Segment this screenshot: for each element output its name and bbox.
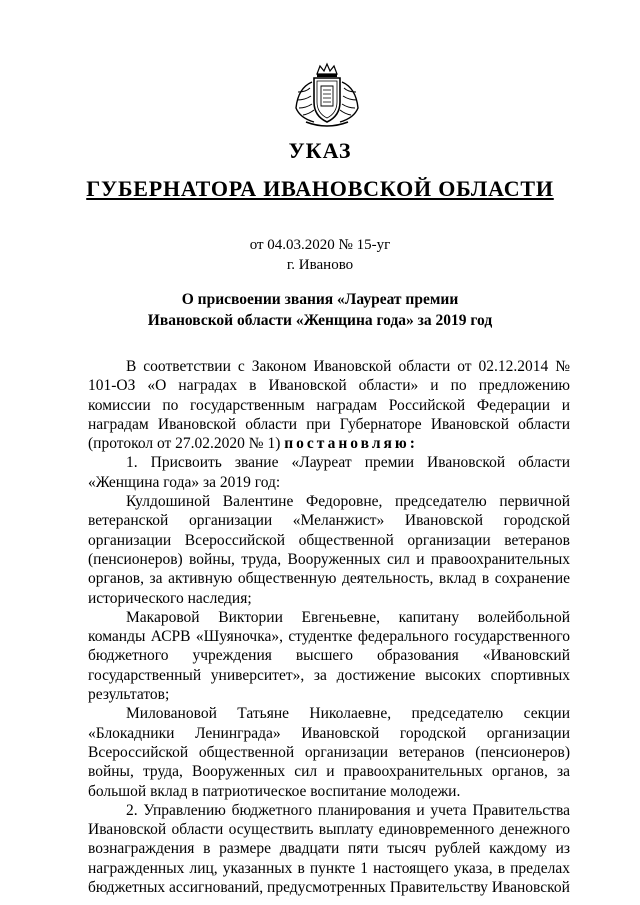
document-type: УКАЗ <box>288 138 352 163</box>
date-number: от 04.03.2020 № 15-уг <box>249 237 391 253</box>
preamble-text: В соответствии с Законом Ивановской области от 02.12.2014 № 101-ОЗ «О наградах в Ивановской области» и по предложению комиссии по государственным наградам Российской Федерации и наградам Ивановской области при Губернаторе Ивановской области (протокол от 27.02.2020 № 1) <box>88 358 570 453</box>
decree-word: постановляю: <box>284 435 418 453</box>
awardee-3: Миловановой Татьяне Николаевне, председателю секции «Блокадники Ленинграда» Ивановской городской организации Всероссийской общественной организации ветеранов (пенсионеров) войны, труда, Вооруженных сил и правоохранительных органов, за большой вклад в патриотическое воспитание молодежи. <box>88 705 570 800</box>
awardee-2: Макаровой Виктории Евгеньевне, капитану волейбольной команды АСРВ «Шуяночка», студентке федерального государственного бюджетного учреждения высшего образования «Ивановский государственный университет», за достижение высоких спортивных результатов; <box>88 608 570 704</box>
document-body <box>88 357 570 897</box>
issuer-title: ГУБЕРНАТОРА ИВАНОВСКОЙ ОБЛАСТИ <box>86 176 554 201</box>
item-2: 2. Управлению бюджетного планирования и учета Правительства Ивановской области осуществить выплату единовременного денежного вознаграждения в размере двадцати пяти тысяч рублей каждому из награжденных лиц, указанных в пункте 1 настоящего указа, в пределах бюджетных ассигнований, предусмотренных Правительству Ивановской <box>88 801 570 897</box>
document-heading <box>0 289 640 331</box>
awardee-1: Кулдошиной Валентине Федоровне, председателю первичной ветеранской организации «Меланжист» Ивановской городской организации Всероссийской общественной организации ветеранов (пенсионеров) войны, труда, Вооруженных сил и правоохранительных органов, за активную общественную деятельность, вклад в сохранение исторического наследия; <box>88 493 570 607</box>
heading-line-2: Ивановской области «Женщина года» за 2019 год <box>147 312 493 329</box>
coat-of-arms-icon <box>284 62 370 130</box>
item-1: 1. Присвоить звание «Лауреат премии Ивановской области «Женщина года» за 2019 год: <box>88 454 570 491</box>
heading-line-1: О присвоении звания «Лауреат премии <box>181 291 459 308</box>
preamble-paragraph <box>88 357 570 453</box>
city: г. Иваново <box>286 257 354 273</box>
